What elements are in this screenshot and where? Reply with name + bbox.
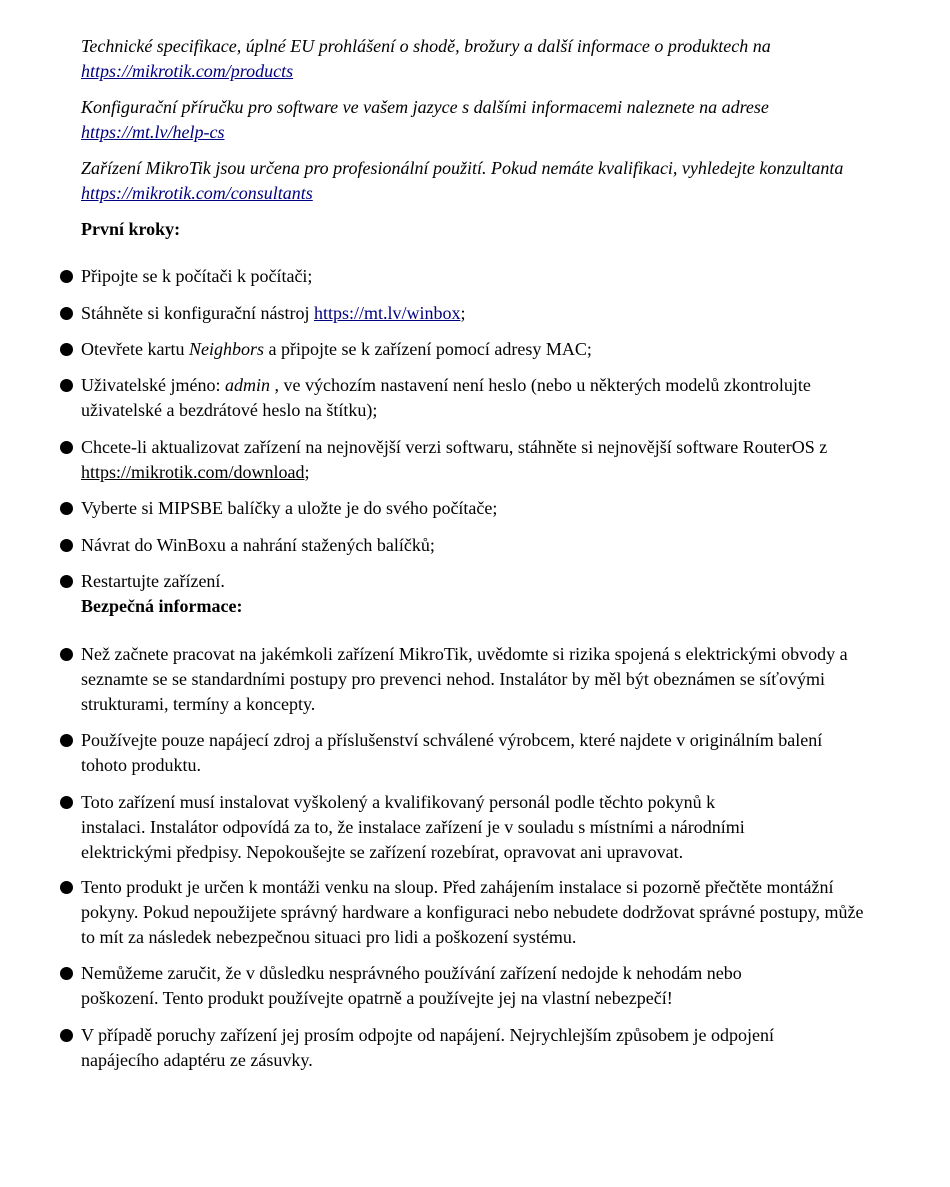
consultants-link[interactable]: https://mikrotik.com/consultants — [81, 183, 313, 203]
list-item: Návrat do WinBoxu a nahrání stažených balíčků; — [81, 533, 871, 558]
safety-heading: Bezpečná informace: — [81, 596, 243, 616]
list-item: Připojte se k počítači k počítači; — [81, 264, 871, 289]
first-steps-heading: První kroky: — [81, 219, 181, 239]
bullet-icon — [60, 796, 73, 809]
bullet-icon — [60, 270, 73, 283]
list-item: Tento produkt je určen k montáži venku na sloup. Před zahájením instalace si pozorně přečtěte montážní pokyny. Pokud nepoužijete správný hardware a konfiguraci nebo nebudete dodržovat správné postupy, může to mít za následek nebezpečnou situaci pro lidi a poškození systému. — [81, 875, 871, 950]
list-item: Uživatelské jméno: admin , ve výchozím nastavení není heslo (nebo u některých modelů zkontrolujte uživatelské a bezdrátové heslo na štítku); — [81, 373, 871, 423]
intro-consultants-text: Zařízení MikroTik jsou určena pro profesionální použití. Pokud nemáte kvalifikaci, vyhledejte konzultanta — [81, 158, 844, 178]
bullet-icon — [60, 441, 73, 454]
list-item: Než začnete pracovat na jakémkoli zařízení MikroTik, uvědomte si rizika spojená s elektrickými obvody a seznamte se se standardními postupy pro prevenci nehod. Instalátor by měl být obeznámen se síťovými strukturami, termíny a koncepty. — [81, 642, 871, 717]
bullet-icon — [60, 575, 73, 588]
intro-products-paragraph — [81, 34, 871, 84]
bullet-icon — [60, 1029, 73, 1042]
bullet-icon — [60, 379, 73, 392]
bullet-icon — [60, 967, 73, 980]
admin-term: admin — [224, 375, 270, 395]
list-item: Chcete-li aktualizovat zařízení na nejnovější verzi softwaru, stáhněte si nejnovější software RouterOS z https://mikrotik.com/download; — [81, 435, 871, 485]
list-item: Stáhněte si konfigurační nástroj https://mt.lv/winbox; — [81, 301, 871, 326]
intro-help-text: Konfigurační příručku pro software ve vašem jazyce s dalšími informacemi naleznete na adrese — [81, 97, 769, 117]
intro-help-paragraph — [81, 95, 871, 145]
bullet-icon — [60, 307, 73, 320]
intro-consultants-paragraph — [81, 156, 871, 206]
help-cs-link[interactable]: https://mt.lv/help-cs — [81, 122, 225, 142]
bullet-icon — [60, 881, 73, 894]
bullet-icon — [60, 648, 73, 661]
list-item: Vyberte si MIPSBE balíčky a uložte je do svého počítače; — [81, 496, 871, 521]
list-item: Nemůžeme zaručit, že v důsledku nesprávného používání zařízení nedojde k nehodám nebo poškození. Tento produkt používejte opatrně a používejte jej na vlastní nebezpečí! — [81, 961, 781, 1011]
neighbors-term: Neighbors — [188, 339, 264, 359]
list-item: Restartujte zařízení. — [81, 569, 871, 594]
download-link[interactable]: https://mikrotik.com/download — [81, 462, 305, 482]
bullet-icon — [60, 734, 73, 747]
intro-products-text: Technické specifikace, úplné EU prohlášení o shodě, brožury a další informace o produktech na — [81, 36, 771, 56]
bullet-icon — [60, 502, 73, 515]
products-link[interactable]: https://mikrotik.com/products — [81, 61, 294, 81]
bullet-icon — [60, 343, 73, 356]
list-item: Používejte pouze napájecí zdroj a příslušenství schválené výrobcem, které najdete v originálním balení tohoto produktu. — [81, 728, 871, 778]
winbox-link[interactable]: https://mt.lv/winbox — [313, 303, 461, 323]
list-item: V případě poruchy zařízení jej prosím odpojte od napájení. Nejrychlejším způsobem je odpojení napájecího adaptéru ze zásuvky. — [81, 1023, 821, 1073]
bullet-icon — [60, 539, 73, 552]
list-item: Otevřete kartu Neighbors a připojte se k zařízení pomocí adresy MAC; — [81, 337, 871, 362]
list-item: Toto zařízení musí instalovat vyškolený a kvalifikovaný personál podle těchto pokynů k instalaci. Instalátor odpovídá za to, že instalace zařízení je v souladu s místními a národními elektrickými předpisy. Nepokoušejte se zařízení rozebírat, opravovat ani upravovat. — [81, 790, 781, 865]
